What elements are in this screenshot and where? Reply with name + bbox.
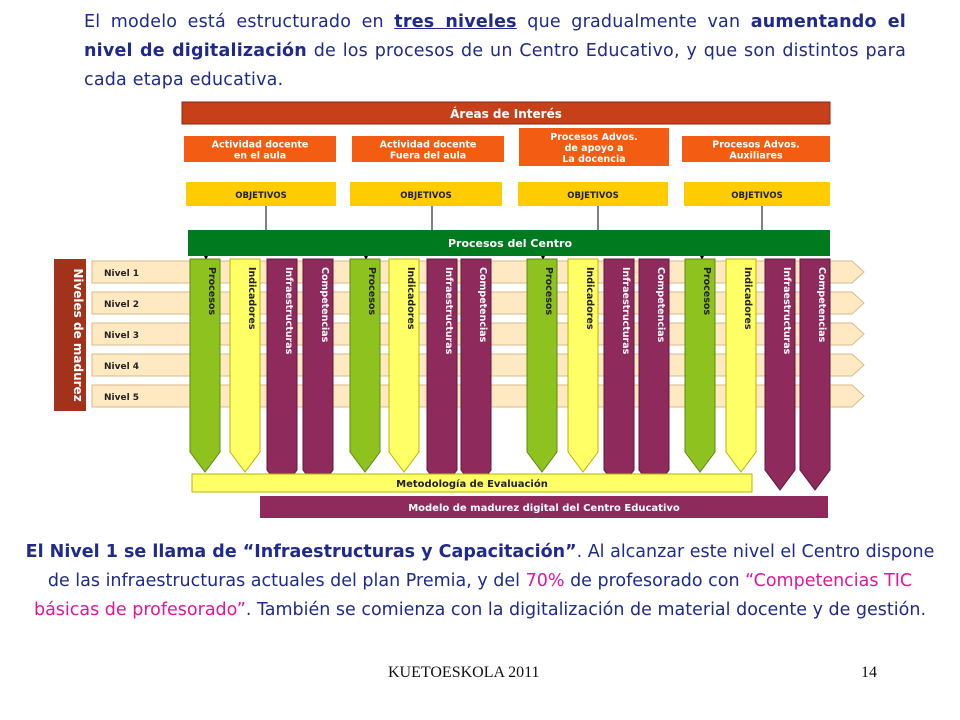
nivel-1-competencias: “Competencias TIC básicas de profesorado” — [33, 571, 913, 620]
intro-text-3: de los procesos de un Centro Educativo, y que son distintos para cada etapa educativa. — [84, 41, 906, 90]
nivel-label-1: Nivel 1 — [104, 269, 140, 279]
procesos-centro-label: Procesos del Centro — [447, 237, 573, 250]
nivel-label-4: Nivel 4 — [104, 362, 140, 372]
nivel-1-paragraph — [24, 538, 936, 625]
objetivos-label-4: OBJETIVOS — [731, 191, 783, 201]
page-number: 14 — [861, 664, 877, 681]
column-label-indicadores-2: Indicadores — [405, 267, 416, 330]
column-label-procesos-2: Procesos — [366, 267, 377, 316]
nivel-label-5: Nivel 5 — [104, 393, 140, 403]
nivel-1-name: El Nivel 1 se llama de “Infraestructuras y Capacitación” — [25, 542, 577, 562]
metodologia-label: Metodología de Evaluación — [396, 479, 548, 490]
nivel-label-3: Nivel 3 — [104, 331, 140, 341]
column-label-competencias-2: Competencias — [477, 267, 488, 343]
column-label-infraestructuras-4: Infraestructuras — [781, 267, 792, 355]
nivel-1-text-2: de profesorado con — [564, 571, 746, 591]
column-label-competencias-1: Competencias — [319, 267, 330, 343]
objetivos-label-1: OBJETIVOS — [235, 191, 287, 201]
column-label-competencias-3: Competencias — [655, 267, 666, 343]
area-label-3-2: de apoyo a — [564, 143, 624, 154]
footer-label: KUETOESKOLA 2011 — [388, 664, 540, 681]
area-label-2-2: Fuera del aula — [389, 150, 467, 162]
intro-text-1: El modelo está estructurado en — [84, 12, 395, 32]
area-label-3-1: Procesos Advos. — [550, 132, 638, 143]
objetivos-label-3: OBJETIVOS — [567, 191, 619, 201]
column-label-infraestructuras-3: Infraestructuras — [620, 267, 631, 355]
nivel-label-2: Nivel 2 — [104, 300, 140, 310]
nivel-1-text-1: . Al alcanzar este nivel el Centro dispone de las infraestructuras actuales del plan Premia, y del — [47, 542, 935, 591]
intro-highlight-tres-niveles: tres niveles — [394, 12, 517, 32]
column-label-procesos-4: Procesos — [701, 267, 712, 316]
column-label-competencias-4: Competencias — [816, 267, 827, 343]
area-label-4-2: Auxiliares — [729, 150, 783, 162]
column-label-indicadores-1: Indicadores — [246, 267, 257, 330]
area-label-3-3: La docencia — [562, 154, 626, 165]
intro-highlight-digitalizacion: aumentando el nivel de digitalización — [84, 12, 907, 61]
column-label-indicadores-4: Indicadores — [742, 267, 753, 330]
nivel-1-percent: 70% — [525, 571, 565, 591]
nivel-1-text-3: . También se comienza con la digitalización de material docente y de gestión. — [245, 600, 927, 620]
areas-title-text: Áreas de Interés — [450, 107, 562, 121]
area-label-2-1: Actividad docente — [379, 139, 477, 151]
intro-text-2: que gradualmente van — [516, 12, 751, 32]
column-label-infraestructuras-2: Infraestructuras — [443, 267, 454, 355]
area-label-1-2: en el aula — [233, 150, 287, 162]
modelo-label: Modelo de madurez digital del Centro Educativo — [408, 503, 680, 514]
column-label-procesos-3: Procesos — [543, 267, 554, 316]
area-label-1-1: Actividad docente — [211, 139, 309, 151]
objetivos-label-2: OBJETIVOS — [400, 191, 452, 201]
area-label-4-1: Procesos Advos. — [712, 139, 800, 151]
column-label-infraestructuras-1: Infraestructuras — [283, 267, 294, 355]
niveles-side-label: Niveles de madurez — [71, 268, 85, 402]
column-label-indicadores-3: Indicadores — [584, 267, 595, 330]
column-label-procesos-1: Procesos — [206, 267, 217, 316]
